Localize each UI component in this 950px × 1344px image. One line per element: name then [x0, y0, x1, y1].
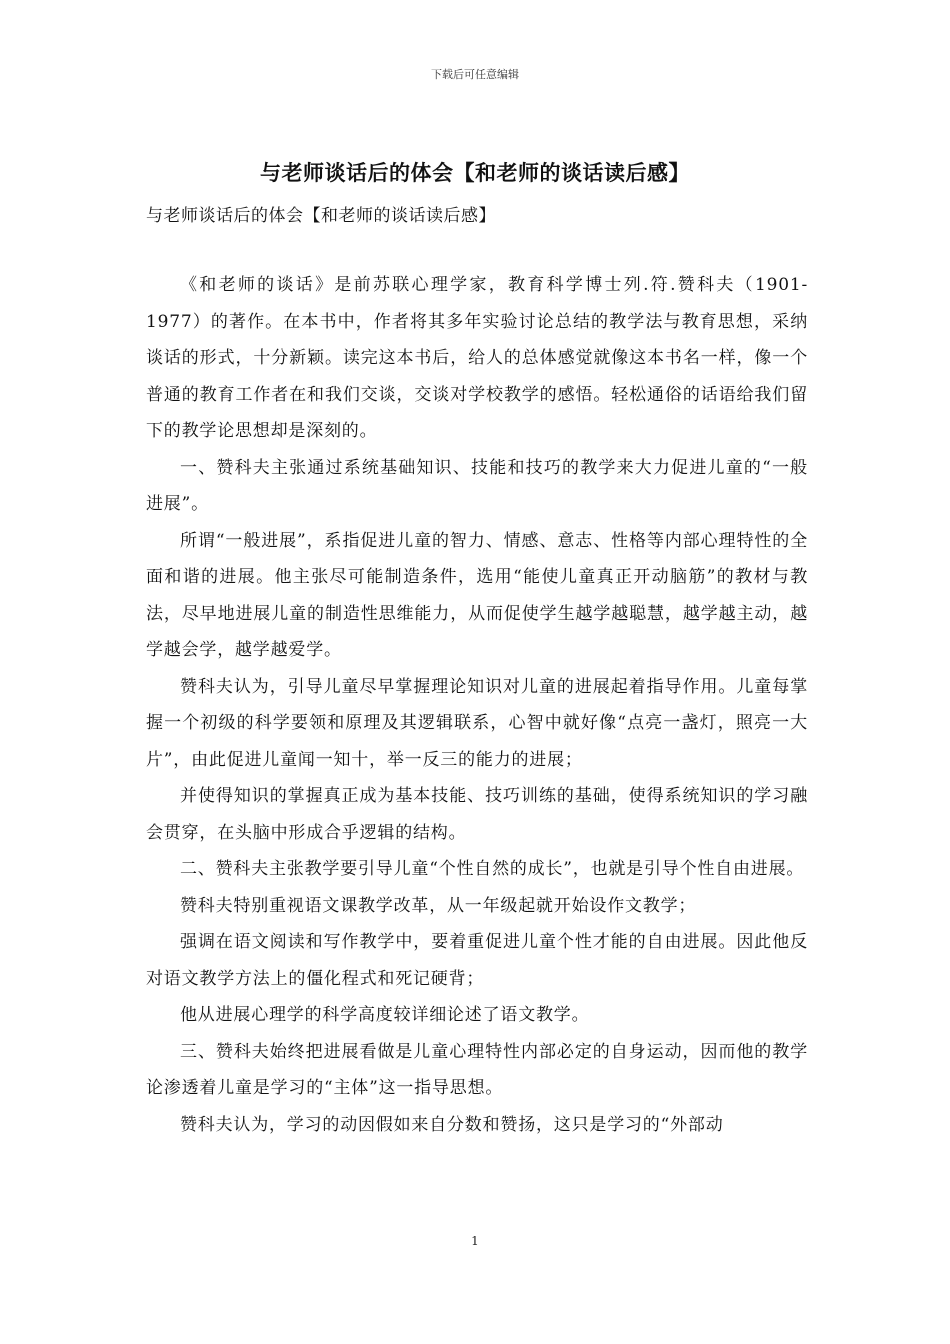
document-body: [146, 267, 808, 1143]
paragraph: 一、赞科夫主张通过系统基础知识、技能和技巧的教学来大力促进儿童的“一般进展”。: [146, 457, 808, 514]
document-subtitle: 与老师谈话后的体会【和老师的谈话读后感】: [146, 206, 496, 226]
document-title: 与老师谈话后的体会【和老师的谈话读后感】: [260, 161, 690, 185]
paragraph: 赞科夫特别重视语文课教学改革，从一年级起就开始设作文教学；: [180, 895, 697, 916]
page-header-note: 下载后可任意编辑: [431, 68, 519, 81]
paragraph: 他从进展心理学的科学高度较详细论述了语文教学。: [180, 1005, 590, 1025]
paragraph: 所谓“一般进展”，系指促进儿童的智力、情感、意志、性格等内部心理特性的全面和谐的进展。他主张尽可能制造条件，选用“能使儿童真正开动脑筋”的教材与教法，尽早地进展儿童的制造性思维能力，从而促使学生越学越聪慧，越学越主动，越学越会学，越学越爱学。: [146, 530, 808, 660]
paragraph: 《和老师的谈话》是前苏联心理学家，教育科学博士列.符.赞科夫（1901-1977）的著作。在本书中，作者将其多年实验讨论总结的教学法与教育思想，采纳谈话的形式，十分新颖。读完这本书后，给人的总体感觉就像这本书名一样，像一个普通的教育工作者在和我们交谈，交谈对学校教学的感悟。轻松通俗的话语给我们留下的教学论思想却是深刻的。: [146, 275, 808, 441]
paragraph: 二、赞科夫主张教学要引导儿童“个性自然的成长”，也就是引导个性自由进展。: [180, 859, 805, 879]
paragraph: 强调在语文阅读和写作教学中，要着重促进儿童个性才能的自由进展。因此他反对语文教学方法上的僵化程式和死记硬背；: [146, 932, 808, 989]
paragraph: 赞科夫认为，学习的动因假如来自分数和赞扬，这只是学习的“外部动: [180, 1114, 724, 1135]
page-number: 1: [471, 1234, 479, 1248]
paragraph: 并使得知识的掌握真正成为基本技能、技巧训练的基础，使得系统知识的学习融会贯穿，在头脑中形成合乎逻辑的结构。: [146, 786, 808, 843]
paragraph: 三、赞科夫始终把进展看做是儿童心理特性内部必定的自身运动，因而他的教学论渗透着儿童是学习的“主体”这一指导思想。: [146, 1041, 808, 1098]
paragraph: 赞科夫认为，引导儿童尽早掌握理论知识对儿童的进展起着指导作用。儿童每掌握一个初级的科学要领和原理及其逻辑联系，心智中就好像“点亮一盏灯，照亮一大片”，由此促进儿童闻一知十，举一反三的能力的进展；: [146, 676, 808, 770]
